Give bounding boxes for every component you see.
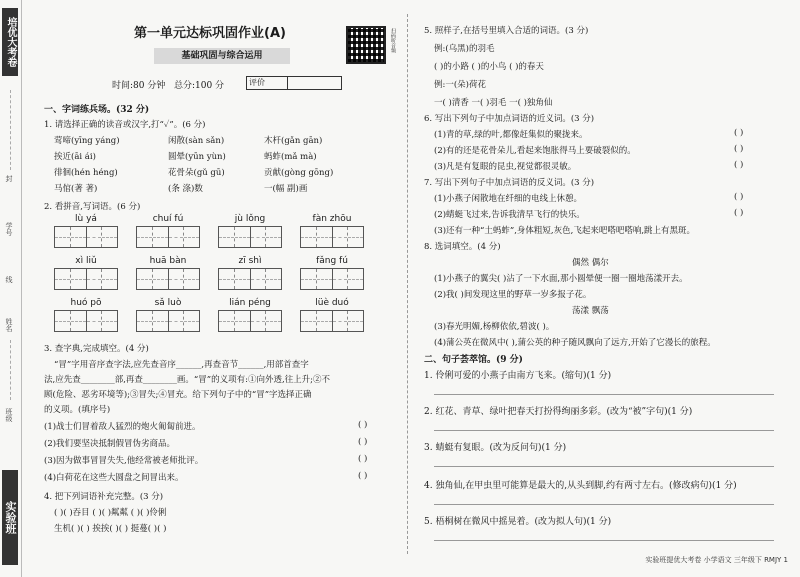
section-2-title: 二、句子荟萃馆。(9 分) <box>424 355 523 365</box>
answer-paren[interactable]: ( ) <box>734 160 744 170</box>
subtitle: 基础巩固与综合运用 <box>154 48 290 64</box>
q8-item[interactable]: (3)春光明媚,杨柳依依,碧波( )。 <box>434 322 555 332</box>
page-title: 第一单元达标巩固作业(A) <box>134 26 286 41</box>
writing-grid[interactable] <box>136 268 200 290</box>
q1-cell[interactable]: 蚂蚱(mǎ mà) <box>264 152 317 162</box>
q5-title: 5. 照样子,在括号里填入合适的词语。(3 分) <box>424 26 589 36</box>
pinyin-box[interactable] <box>218 214 282 248</box>
brand-top: 培优大考卷 <box>2 8 18 76</box>
sentence-q3: 3. 蜻蜓有复眼。(改为反问句)(1 分) <box>424 443 567 453</box>
answer-paren[interactable]: ( ) <box>734 128 744 138</box>
answer-paren[interactable]: ( ) <box>358 420 368 430</box>
total-score: 总分:100 分 <box>173 81 225 91</box>
pinyin-text: huó pō <box>70 298 102 308</box>
q3-item: (3)因为做事冒冒失失,他经常被老师批评。 <box>44 456 204 466</box>
side-label-student-no: 学号 <box>5 222 13 236</box>
pinyin-text: lüè duó <box>315 298 349 308</box>
q3-text: 顾(危险、恶劣环境等);③冒失;④冒充。给下列句子中的“冒”字选择正确 <box>44 390 312 400</box>
q1-cell[interactable]: 贡献(gòng gōng) <box>264 168 334 178</box>
pinyin-box[interactable] <box>218 298 282 332</box>
time-limit: 时间:80 分钟 <box>112 81 166 91</box>
q1-cell[interactable]: (条 涤)数 <box>168 184 203 194</box>
q1-cell[interactable]: 莺啼(yīng yáng) <box>54 136 120 146</box>
writing-grid[interactable] <box>218 226 282 248</box>
q6-item: (2)有的还是花骨朵儿,看起来饱胀得马上要破裂似的。 <box>434 146 636 156</box>
score-label: 评价 <box>249 78 265 87</box>
pinyin-box[interactable] <box>54 256 118 290</box>
pinyin-text: chuí fú <box>152 214 184 224</box>
answer-paren[interactable]: ( ) <box>358 471 368 481</box>
pinyin-box[interactable] <box>136 214 200 248</box>
qr-label: 扫码听音频 <box>390 28 396 53</box>
sentence-q4: 4. 独角仙,在甲虫里可能算是最大的,从头到脚,约有两寸左右。(修改病句)(1 分) <box>424 481 737 491</box>
q5-example: 例:一(朵)荷花 <box>434 80 486 90</box>
q1-cell[interactable]: 圆晕(yūn yùn) <box>168 152 226 162</box>
pinyin-box[interactable] <box>218 256 282 290</box>
page-footer: 实验班提优大考卷 小学语文 三年级下 RMJY 1 <box>645 556 788 564</box>
answer-line[interactable] <box>434 430 774 431</box>
pinyin-box[interactable] <box>136 256 200 290</box>
q2-title: 2. 看拼音,写词语。(6 分) <box>44 202 141 212</box>
qr-code-icon[interactable] <box>346 26 386 64</box>
q4-title: 4. 把下列词语补充完整。(3 分) <box>44 492 164 502</box>
q1-title: 1. 请选择正确的读音或汉字,打“✓”。(6 分) <box>44 120 206 130</box>
writing-grid[interactable] <box>300 268 364 290</box>
q3-item: (1)战士们冒着敌人猛烈的炮火匍匐前进。 <box>44 422 201 432</box>
pinyin-text: xì liǔ <box>75 256 97 266</box>
writing-grid[interactable] <box>218 268 282 290</box>
writing-grid[interactable] <box>300 310 364 332</box>
pinyin-box[interactable] <box>300 256 364 290</box>
q8-item[interactable]: (4)蒲公英在微风中( ),蒲公英的种子随风飘向了远方,开始了它漫长的旅程。 <box>434 338 716 348</box>
q1-cell[interactable]: 挨近(āi ái) <box>54 152 96 162</box>
q6-item: (1)青的草,绿的叶,都像赶集似的聚拢来。 <box>434 130 588 140</box>
binding-sidebar <box>0 0 22 577</box>
pinyin-box[interactable] <box>54 214 118 248</box>
pinyin-text: jù lǒng <box>234 214 266 224</box>
answer-line[interactable] <box>434 504 774 505</box>
sentence-q1: 1. 伶俐可爱的小燕子由南方飞来。(缩句)(1 分) <box>424 371 612 381</box>
q8-word-pair: 荡漾 飘荡 <box>572 306 609 316</box>
writing-grid[interactable] <box>54 226 118 248</box>
q7-item: (3)还有一种“土蚂蚱”,身体粗短,灰色,飞起来吧嗒吧嗒响,跳上有黑斑。 <box>434 226 696 236</box>
q8-word-pair: 偶然 偶尔 <box>572 258 609 268</box>
q7-item: (1)小燕子闲散地在纤细的电线上休憩。 <box>434 194 583 204</box>
side-label-class: 班级 <box>5 408 13 422</box>
answer-paren[interactable]: ( ) <box>734 208 744 218</box>
q7-item: (2)蜻蜓飞过来,告诉我清早飞行的快乐。 <box>434 210 585 220</box>
q3-text: “冒”字用音序查字法,应先查音序______,再查音节______,用部首查字 <box>54 360 309 370</box>
right-column <box>418 0 790 577</box>
side-label-1: 封 <box>5 175 13 182</box>
q8-item[interactable]: (1)小燕子的翼尖( )沾了一下水面,那小圆晕便一圈一圈地荡漾开去。 <box>434 274 688 284</box>
pinyin-box[interactable] <box>136 298 200 332</box>
writing-grid[interactable] <box>300 226 364 248</box>
q4-row[interactable]: 生机( )( ) 挨挨( )( ) 挺蔓( )( ) <box>54 524 167 534</box>
writing-grid[interactable] <box>54 310 118 332</box>
side-label-2: 线 <box>5 276 13 283</box>
left-column <box>36 0 396 577</box>
q1-cell[interactable]: 一(幅 副)画 <box>264 184 308 194</box>
column-divider <box>407 14 408 554</box>
side-label-name: 姓名 <box>5 318 13 332</box>
pinyin-text: huā bàn <box>149 256 187 266</box>
q5-row[interactable]: 一( )清香 一( )羽毛 一( )独角仙 <box>434 98 553 108</box>
writing-grid[interactable] <box>136 310 200 332</box>
writing-grid[interactable] <box>54 268 118 290</box>
answer-paren[interactable]: ( ) <box>734 192 744 202</box>
pinyin-text: sǎ luò <box>154 298 182 308</box>
q3-text: 的义项。(填序号) <box>44 405 111 415</box>
brand-bottom: 实验班 <box>2 470 18 565</box>
pinyin-box[interactable] <box>54 298 118 332</box>
answer-line[interactable] <box>434 540 774 541</box>
answer-paren[interactable]: ( ) <box>734 144 744 154</box>
q6-item: (3)凡是有复眼的昆虫,视觉都很灵敏。 <box>434 162 577 172</box>
pinyin-text: fǎng fú <box>316 256 348 266</box>
pinyin-box[interactable] <box>300 298 364 332</box>
exam-meta <box>112 78 224 91</box>
q3-item: (2)我们要坚决抵制假冒伪劣商品。 <box>44 439 176 449</box>
q6-title: 6. 写出下列句子中加点词语的近义词。(3 分) <box>424 114 595 124</box>
answer-paren[interactable]: ( ) <box>358 454 368 464</box>
cut-line <box>10 340 11 400</box>
q5-row[interactable]: ( )的小路 ( )的小鸟 ( )的春天 <box>434 62 544 72</box>
q1-cell[interactable]: 花骨朵(gǔ gū) <box>168 168 225 178</box>
section-1-title: 一、字词练兵场。(32 分) <box>44 105 150 115</box>
sentence-q2: 2. 红花、青草、绿叶把春天打扮得绚丽多彩。(改为“被”字句)(1 分) <box>424 407 693 417</box>
q1-cell[interactable]: 徘徊(hén héng) <box>54 168 118 178</box>
answer-line[interactable] <box>434 466 774 467</box>
pinyin-text: fàn zhōu <box>312 214 352 224</box>
q1-cell[interactable]: 木杆(gǎn gān) <box>264 136 323 146</box>
writing-grid[interactable] <box>136 226 200 248</box>
q3-title: 3. 查字典,完成填空。(4 分) <box>44 344 149 354</box>
q5-example: 例:(乌黑)的羽毛 <box>434 44 495 54</box>
pinyin-text: lián péng <box>229 298 271 308</box>
q8-title: 8. 选词填空。(4 分) <box>424 242 501 252</box>
q3-item: (4)白荷花在这些大圆盘之间冒出来。 <box>44 473 184 483</box>
pinyin-box[interactable] <box>300 214 364 248</box>
pinyin-text: lù yá <box>75 214 97 224</box>
q1-cell[interactable]: 闲散(sàn sǎn) <box>168 136 225 146</box>
q4-row[interactable]: ( )( )吞目 ( )( )粼粼 ( )( )伶俐 <box>54 508 167 518</box>
answer-line[interactable] <box>434 394 774 395</box>
q7-title: 7. 写出下列句子中加点词语的反义词。(3 分) <box>424 178 595 188</box>
q3-text: 法,应先查________部,再查________画。“冒”的义项有:①向外透,往上升;②不 <box>44 375 331 385</box>
q1-cell[interactable]: 马倌(著 著) <box>54 184 98 194</box>
answer-paren[interactable]: ( ) <box>358 437 368 447</box>
q8-item[interactable]: (2)我( )间发现这里的野草一岁多报子花。 <box>434 290 592 300</box>
pinyin-text: zī shì <box>238 256 262 266</box>
cut-line <box>10 90 11 170</box>
writing-grid[interactable] <box>218 310 282 332</box>
sentence-q5: 5. 梧桐树在微风中摇晃着。(改为拟人句)(1 分) <box>424 517 612 527</box>
score-box[interactable] <box>246 76 342 90</box>
